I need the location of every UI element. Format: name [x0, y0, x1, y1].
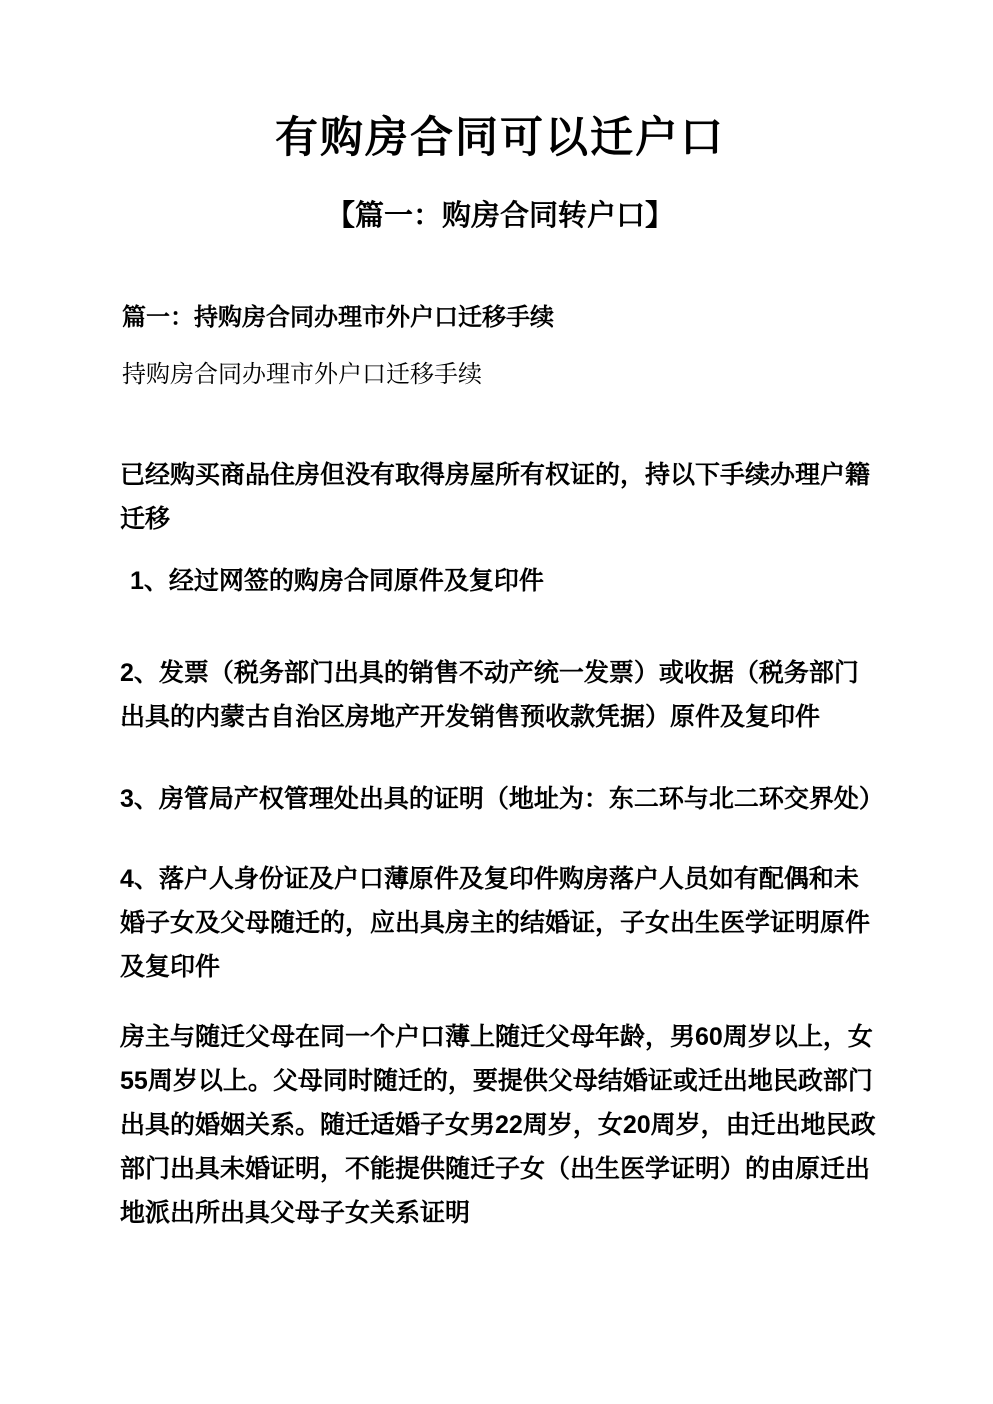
page-title: 有购房合同可以迁户口	[275, 115, 725, 162]
paragraph-intro: 已经购买商品住房但没有取得房屋所有权证的，持以下手续办理户籍迁移	[120, 461, 871, 534]
paragraph-lead-2: 持购房合同办理市外户口迁移手续	[122, 362, 482, 389]
paragraph-lead-1: 篇一：持购房合同办理市外户口迁移手续	[122, 305, 554, 332]
paragraph-item-2: 2、发票（税务部门出具的销售不动产统一发票）或收据（税务部门出具的内蒙古自治区房地产开发销售预收款凭据）原件及复印件	[120, 659, 859, 732]
paragraph-closing: 房主与随迁父母在同一个户口薄上随迁父母年龄，男60周岁以上，女55周岁以上。父母同时随迁的，要提供父母结婚证或迁出地民政部门出具的婚姻关系。随迁适婚子女男22周岁，女20周岁，由迁出地民政部门出具未婚证明，不能提供随迁子女（出生医学证明）的由原迁出地派出所出具父母子女关系证明	[120, 1023, 876, 1228]
paragraph-item-4: 4、落户人身份证及户口薄原件及复印件购房落户人员如有配偶和未婚子女及父母随迁的，应出具房主的结婚证，子女出生医学证明原件及复印件	[120, 865, 871, 982]
paragraph-item-1: 1、经过网签的购房合同原件及复印件	[130, 567, 544, 596]
paragraph-item-3: 3、房管局产权管理处出具的证明（地址为：东二环与北二环交界处）	[120, 785, 884, 814]
page-subtitle: 【篇一：购房合同转户口】	[325, 199, 674, 232]
